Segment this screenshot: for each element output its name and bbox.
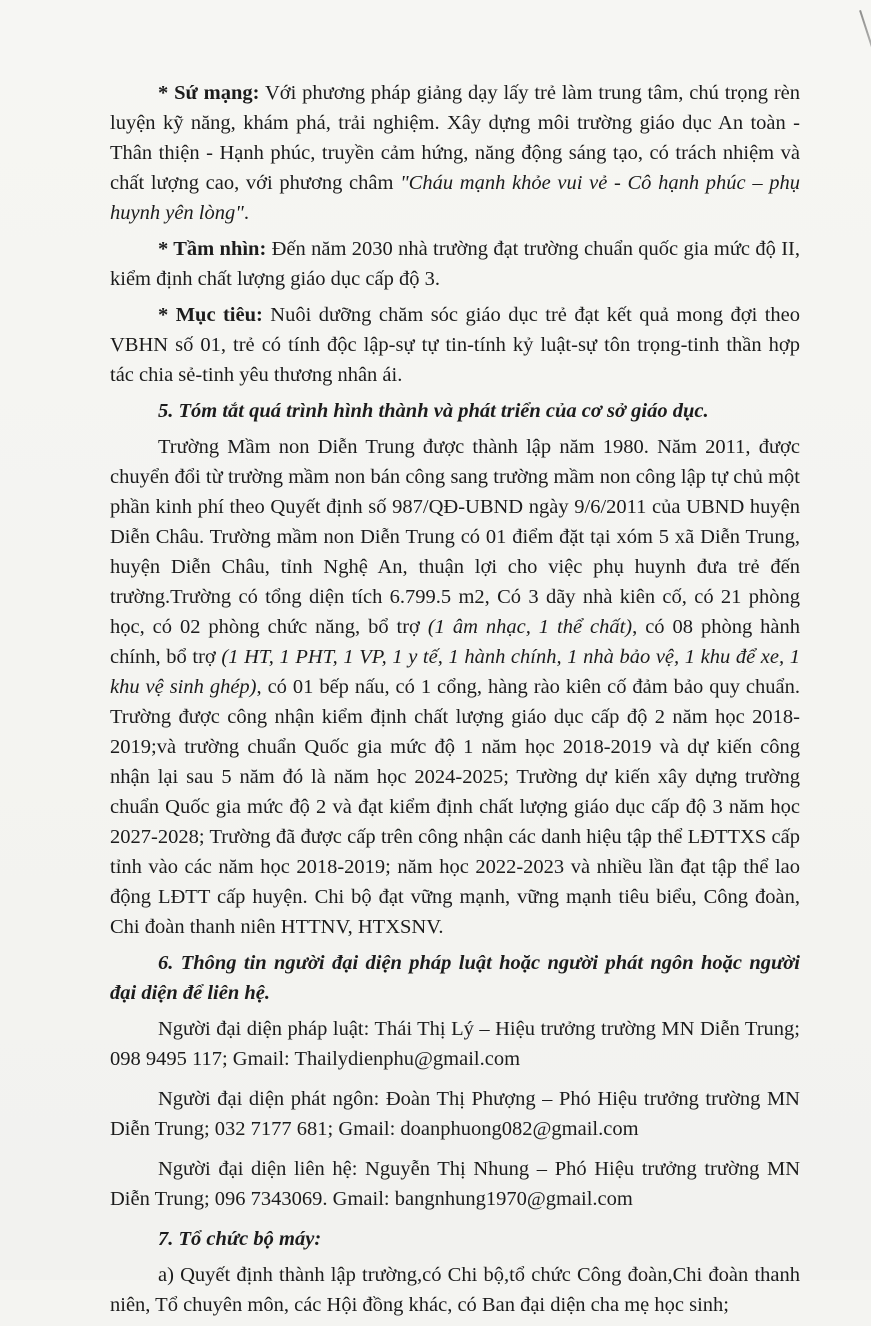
goal-label: * Mục tiêu: — [158, 304, 263, 326]
section-5-text-a: Trường Mầm non Diễn Trung được thành lập năm 1980. Năm 2011, được chuyển đổi từ trường mầm non bán công sang trường mầm non công lập tự chủ một phần kinh phí theo Quyết định số 987/QĐ-UBND ngày 9/6/2011 của UBND huyện Diễn Châu. Trường mầm non Diễn Trung có 01 điểm đặt tại xóm 5 xã Diễn Trung, huyện Diễn Châu, tỉnh Nghệ An, thuận lợi cho việc phụ huynh đưa trẻ đến trường.Trường có tổng diện tích 6.799.5 m2, Có 3 dãy nhà kiên cố, có 21 phòng học, có 02 phòng chức năng, bổ trợ — [110, 436, 800, 638]
section-5-text-e: , có 01 bếp nấu, có 1 cổng, hàng rào kiên cố đảm bảo quy chuẩn. Trường được công nhận kiểm định chất lượng giáo dục cấp độ 2 năm học 2018-2019;và trường chuẩn Quốc gia mức độ 1 năm học 2018-2019 và dự kiến công nhận lại sau 5 năm đó là năm học 2024-2025; Trường dự kiến xây dựng trường chuẩn Quốc gia mức độ 2 và đạt kiểm định chất lượng giáo dục cấp độ 3 năm học 2027-2028; Trường đã được cấp trên công nhận các danh hiệu tập thể LĐTTXS cấp tỉnh vào các năm học 2018-2019; năm học 2022-2023 và nhiều lần đạt tập thể lao động LĐTT cấp huyện. Chi bộ đạt vững mạnh, vững mạnh tiêu biểu, Công đoàn, Chi đoàn thanh niên HTTNV, HTXSNV. — [110, 676, 800, 938]
mission-motto: "Cháu mạnh khỏe vui vẻ - Cô hạnh phúc – phụ huynh yên lòng" — [110, 172, 800, 224]
vision-label: * Tầm nhìn: — [158, 238, 267, 260]
section-5-text-b: (1 âm nhạc, 1 thể chất) — [427, 616, 633, 638]
mission-end: . — [243, 202, 249, 224]
mission-paragraph — [110, 78, 800, 228]
mission-text: Với phương pháp giảng dạy lấy trẻ làm trung tâm, chú trọng rèn luyện kỹ năng, khám phá, trải nghiệm. Xây dựng môi trường giáo dục An toàn - Thân thiện - Hạnh phúc, truyền cảm hứng, năng động sáng tạo, có trách nhiệm và chất lượng cao, với phương châm — [110, 82, 800, 194]
section-5-text-c: , có 08 phòng hành chính, bổ trợ — [110, 616, 801, 668]
goal-paragraph — [110, 300, 800, 390]
section-7-item-a: a) Quyết định thành lập trường,có Chi bộ,tổ chức Công đoàn,Chi đoàn thanh niên, Tổ chuyên môn, các Hội đồng khác, có Ban đại diện cha mẹ học sinh; — [110, 1264, 800, 1316]
goal-text: Nuôi dưỡng chăm sóc giáo dục trẻ đạt kết quả mong đợi theo VBHN số 01, trẻ có tính độc lập-sự tự tin-tính kỷ luật-sự tôn trọng-tinh thần hợp tác chia sẻ-tinh yêu thương nhân ái. — [110, 304, 800, 386]
section-5-paragraph — [110, 432, 800, 942]
section-5-text-d: (1 HT, 1 PHT, 1 VP, 1 y tế, 1 hành chính, 1 nhà bảo vệ, 1 khu để xe, 1 khu vệ sinh ghép) — [110, 646, 800, 698]
vision-paragraph — [110, 234, 800, 294]
section-7-heading: 7. Tổ chức bộ máy: — [158, 1228, 322, 1250]
contact-representative: Người đại diện liên hệ: Nguyễn Thị Nhung – Phó Hiệu trưởng trường MN Diễn Trung; 096 7343069. Gmail: bangnhung1970@gmail.com — [110, 1158, 800, 1210]
mission-label: * Sứ mạng: — [158, 82, 260, 104]
legal-representative: Người đại diện pháp luật: Thái Thị Lý – Hiệu trưởng trường MN Diễn Trung; 098 9495 117; Gmail: Thailydienphu@gmail.com — [110, 1018, 800, 1070]
vision-text: Đến năm 2030 nhà trường đạt trường chuẩn quốc gia mức độ II, kiểm định chất lượng giáo dục cấp độ 3. — [110, 238, 800, 290]
spokesperson: Người đại diện phát ngôn: Đoàn Thị Phượng – Phó Hiệu trưởng trường MN Diễn Trung; 032 7177 681; Gmail: doanphuong082@gmail.com — [110, 1088, 800, 1140]
document-body — [110, 78, 800, 1326]
section-5-heading: 5. Tóm tắt quá trình hình thành và phát triển của cơ sở giáo dục. — [158, 400, 709, 422]
page-edge-shadow — [859, 10, 871, 125]
section-6-heading: 6. Thông tin người đại diện pháp luật hoặc người phát ngôn hoặc người đại diện để liên hệ. — [110, 952, 800, 1004]
